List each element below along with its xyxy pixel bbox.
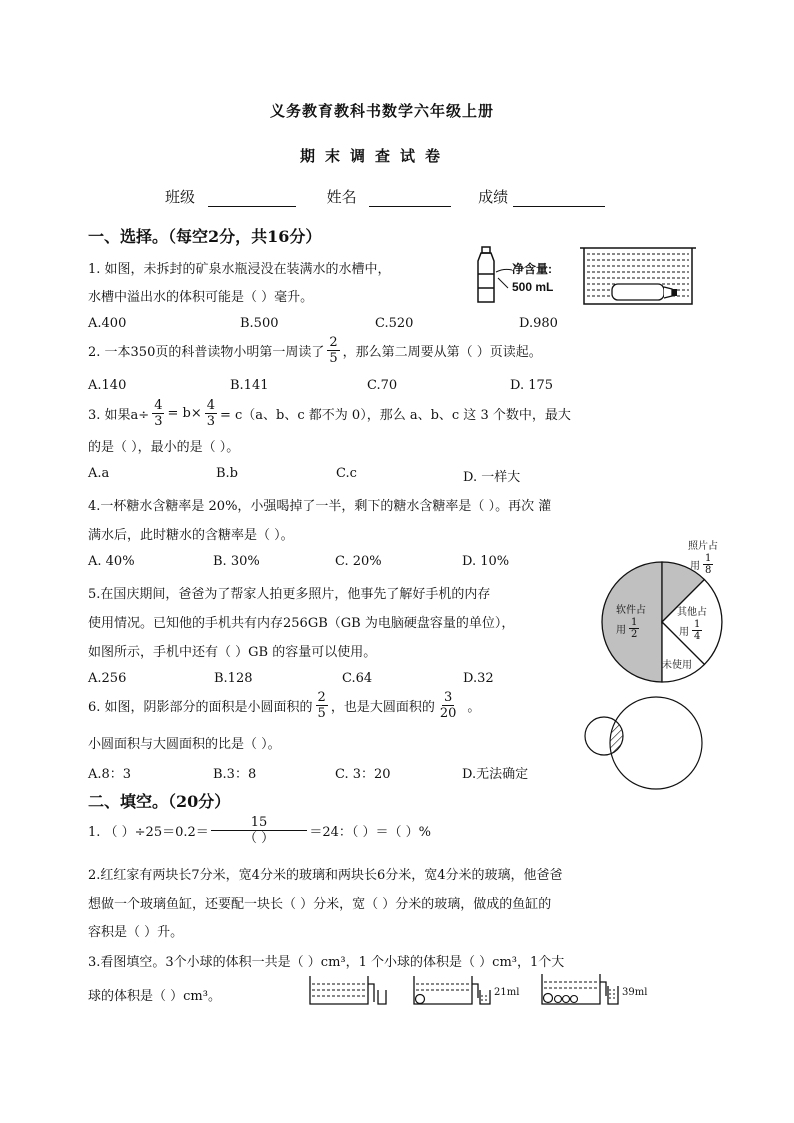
q5-option-a[interactable]: A.256 [88,671,127,686]
bottle-icon [478,247,494,302]
score-label: 成绩 [478,188,509,206]
q3-option-a[interactable]: A.a [88,466,110,481]
pie-photo-use: 用 [690,561,700,572]
q2-text [88,335,542,366]
submerged-bottle-icon [612,284,677,300]
q6-pre: 6. 如图，阴影部分的面积是小圆面积的 [88,700,313,715]
q6-text [88,690,480,721]
q3-frac1-numerator: 4 [154,398,163,413]
small-ball [555,996,562,1003]
q1-option-b[interactable]: B.500 [240,316,279,331]
q5-option-b[interactable]: B.128 [214,671,253,686]
pie-photo-numerator: 1 [705,553,712,564]
pie-unused-label: 未使用 [662,660,692,671]
q2-post: ，那么第二周要从第（ ）页读起。 [342,345,542,360]
q6-option-d[interactable]: D.无法确定 [462,767,529,782]
section1-heading: 一、选择。（每空2分，共16分） [88,227,322,246]
pie-photo-fraction-row [690,553,716,576]
s2-q1-frac-numerator: 15 [211,815,308,831]
q4-option-d[interactable]: D. 10% [462,554,510,569]
pie-software-numerator: 1 [631,617,638,628]
score-field[interactable] [513,190,605,207]
q6-post: 。 [467,700,481,715]
q3-fraction-1 [152,398,164,429]
q2-option-d[interactable]: D. 175 [510,378,554,393]
s2-q2-line2: 想做一个玻璃鱼缸，还要配一块长（ ）分米，宽（ ）分米的玻璃，做成的鱼缸的 [88,897,552,912]
q6-option-c[interactable]: C. 3：20 [335,767,391,782]
q5-line1: 5.在国庆期间，爸爸为了帮家人拍更多照片，他事先了解好手机的内存 [88,587,491,602]
q5-option-c[interactable]: C.64 [342,671,373,686]
q4-option-c[interactable]: C. 20% [335,554,382,569]
q3-mid: = b× [167,406,202,421]
beaker-1 [308,974,388,1008]
pie-photo-denominator: 8 [705,565,712,576]
pie-software-use: 用 [616,625,626,636]
q5-line3: 如图所示，手机中还有（ ）GB 的容量可以使用。 [88,645,377,660]
class-label: 班级 [165,188,196,206]
net-content-value: 500 mL [512,280,554,294]
q6-frac2-numerator: 3 [443,690,453,705]
pie-other-numerator: 1 [694,619,701,630]
q3-option-d[interactable]: D. 一样大 [463,470,521,485]
q6-fraction-2 [438,690,459,721]
section2-heading: 二、填空。（20分） [88,792,231,811]
pie-other-use: 用 [679,627,689,638]
pie-software-fraction [629,617,639,640]
q6-mid: ，也是大圆面积的 [330,700,435,715]
q3-post: = c（a、b、c 都不为 0），那么 a、b、c 这 3 个数中，最大 [220,408,571,423]
pie-other-fraction [692,619,702,642]
pie-photo-fraction [703,553,713,576]
q1-option-d[interactable]: D.980 [519,316,558,331]
pie-other-fraction-row [679,619,705,642]
page-subtitle: 期末调查试卷 [300,147,451,165]
s2-q1-text [88,815,431,846]
name-label: 姓名 [326,188,357,206]
beaker-2-label: 21ml [494,987,520,998]
q3-frac2-numerator: 4 [206,398,215,413]
q2-option-b[interactable]: B.141 [230,378,269,393]
q4-option-a[interactable]: A. 40% [88,554,135,569]
q3-line2: 的是（ ），最小的是（ ）。 [88,440,240,455]
q6-fraction-1 [316,690,328,721]
small-ball [571,996,578,1003]
q1-line1: 1. 如图，未拆封的矿泉水瓶浸没在装满水的水槽中， [88,262,391,277]
q5-option-d[interactable]: D.32 [463,671,494,686]
circles-figure [580,693,720,793]
q2-pre: 2. 一本350页的科普读物小明第一周读了 [88,345,325,360]
student-info-row [165,186,605,207]
net-content-label: 净含量: [512,262,552,276]
beaker-3-label: 39ml [622,987,648,998]
s2-q3-line2: 球的体积是（ ）cm³。 [88,989,221,1004]
name-field[interactable] [369,190,451,207]
q6-frac2-denominator: 20 [439,706,457,721]
large-ball [416,995,425,1004]
pie-other-denominator: 4 [694,631,701,642]
q6-option-a[interactable]: A.8：3 [88,767,132,782]
s2-q1-post: ＝24：（ ）＝（ ）% [309,825,431,840]
s2-q3-line1: 3.看图填空。3个小球的体积一共是（ ）cm³，1 个小球的体积是（ ）cm³，1个大 [88,955,565,970]
q1-option-a[interactable]: A.400 [88,316,127,331]
q1-option-c[interactable]: C.520 [375,316,414,331]
beaker-3 [540,972,620,1008]
pointer-arrow [496,269,512,272]
q4-option-b[interactable]: B. 30% [213,554,260,569]
q3-option-c[interactable]: C.c [336,466,357,481]
q2-option-c[interactable]: C.70 [367,378,398,393]
q2-frac-numerator: 2 [329,335,338,350]
q3-frac1-denominator: 3 [154,414,163,429]
beaker-2 [412,974,492,1008]
pie-software-denominator: 2 [631,629,638,640]
q3-option-b[interactable]: B.b [216,466,239,481]
s2-q1-fraction [211,815,308,846]
s2-q1-frac-denominator: （ ） [243,831,275,846]
s2-q2-line3: 容积是（ ）升。 [88,925,184,940]
pie-photo-label: 照片占 [688,541,718,552]
q2-option-a[interactable]: A.140 [88,378,127,393]
q6-line2: 小圆面积与大圆面积的比是（ ）。 [88,737,281,752]
q5-line2: 使用情况。已知他的手机共有内存256GB（GB 为电脑硬盘容量的单位）， [88,616,515,631]
small-ball [563,996,570,1003]
pie-other-label: 其他占 [677,607,707,618]
page-title: 义务教育教科书数学六年级上册 [270,102,495,120]
q1-line2: 水槽中溢出水的体积可能是（ ）毫升。 [88,290,314,305]
q6-option-b[interactable]: B.3：8 [213,767,257,782]
q2-frac-denominator: 5 [329,351,338,366]
class-field[interactable] [208,190,296,207]
q4-line2: 满水后，此时糖水的含糖率是（ ）。 [88,528,294,543]
q6-frac1-denominator: 5 [317,706,326,721]
q6-frac1-numerator: 2 [317,690,326,705]
water-tank-figure [578,246,698,306]
q3-fraction-2 [205,398,217,429]
pie-software-label: 软件占 [616,605,646,616]
q3-frac2-denominator: 3 [206,414,215,429]
pie-software-fraction-row [616,617,642,640]
q2-fraction [327,335,339,366]
q3-pre: 3. 如果a÷ [88,408,150,423]
s2-q1-pre: 1. （ ）÷25＝0.2＝ [88,825,209,840]
q4-line1: 4.一杯糖水含糖率是 20%，小强喝掉了一半，剩下的糖水含糖率是（ ）。再次 灌 [88,499,552,514]
s2-q2-line1: 2.红红家有两块长7分米，宽4分米的玻璃和两块长6分米，宽4分米的玻璃，他爸爸 [88,868,563,883]
large-ball [544,994,553,1003]
large-circle [610,697,702,789]
q3-text [88,398,571,429]
